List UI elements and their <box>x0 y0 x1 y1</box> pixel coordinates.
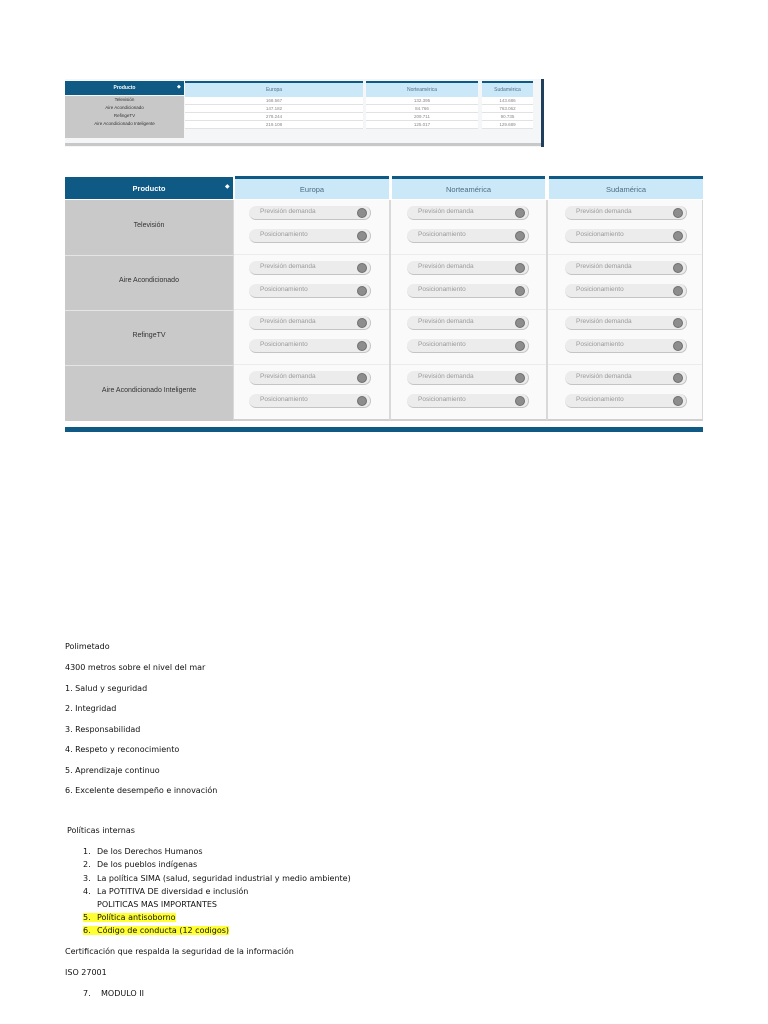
policy-number: 6. <box>83 926 91 935</box>
summary-cell: 129.689 <box>482 121 533 129</box>
group-divider <box>234 364 389 365</box>
toggle-knob-icon[interactable] <box>357 208 367 218</box>
summary-cell: 168.567 <box>185 97 363 105</box>
input-placeholder: Posicionamiento <box>418 340 466 348</box>
toggle-knob-icon[interactable] <box>515 263 525 273</box>
demand-forecast-input[interactable] <box>407 371 529 385</box>
toggle-knob-icon[interactable] <box>673 341 683 351</box>
summary-table-bottom <box>65 143 541 146</box>
toggle-knob-icon[interactable] <box>673 396 683 406</box>
toggle-knob-icon[interactable] <box>515 286 525 296</box>
summary-cell: 143.686 <box>482 97 533 105</box>
module-item <box>83 989 144 998</box>
summary-cell: 209.711 <box>366 113 478 121</box>
summary-cell: 278.244 <box>185 113 363 121</box>
input-placeholder: Posicionamiento <box>260 285 308 293</box>
group-divider <box>391 364 546 365</box>
input-placeholder: Previsión demanda <box>418 372 474 380</box>
input-placeholder: Previsión demanda <box>576 207 632 215</box>
policy-number: 5. <box>83 913 91 922</box>
input-column-europa <box>233 200 390 421</box>
summary-cell: 763.062 <box>482 105 533 113</box>
iso-standard: ISO 27001 <box>65 968 107 977</box>
toggle-knob-icon[interactable] <box>357 263 367 273</box>
toggle-knob-icon[interactable] <box>515 373 525 383</box>
input-placeholder: Posicionamiento <box>418 285 466 293</box>
summary-cell: 219.108 <box>185 121 363 129</box>
input-placeholder: Previsión demanda <box>418 262 474 270</box>
value-item: 3. Responsabilidad <box>65 725 141 734</box>
group-divider <box>234 254 389 255</box>
input-placeholder: Posicionamiento <box>260 340 308 348</box>
policy-item <box>83 887 248 896</box>
input-placeholder: Previsión demanda <box>260 372 316 380</box>
demand-forecast-input[interactable] <box>407 316 529 330</box>
input-placeholder: Posicionamiento <box>260 395 308 403</box>
policy-item-highlighted <box>83 926 229 935</box>
input-row-label: Aire Acondicionado Inteligente <box>101 387 197 394</box>
input-header-product[interactable] <box>65 177 233 199</box>
positioning-input[interactable] <box>565 229 687 243</box>
demand-forecast-input[interactable] <box>249 261 371 275</box>
toggle-knob-icon[interactable] <box>357 318 367 328</box>
input-placeholder: Posicionamiento <box>418 395 466 403</box>
value-item: 5. Aprendizaje continuo <box>65 766 160 775</box>
summary-row-label: RefingeTV <box>113 113 136 118</box>
summary-cell: 125.017 <box>366 121 478 129</box>
toggle-knob-icon[interactable] <box>357 286 367 296</box>
group-divider <box>548 254 702 255</box>
group-divider <box>234 309 389 310</box>
summary-header-sudamerica: Sudamérica <box>482 81 533 97</box>
positioning-input[interactable] <box>249 229 371 243</box>
policies-note: POLITICAS MAS IMPORTANTES <box>97 900 217 909</box>
input-placeholder: Posicionamiento <box>576 230 624 238</box>
group-divider <box>548 309 702 310</box>
policy-item <box>83 860 197 869</box>
positioning-input[interactable] <box>407 229 529 243</box>
summary-table-edge <box>541 79 544 147</box>
summary-header-product[interactable] <box>65 81 184 95</box>
input-header-sudamerica: Sudamérica <box>549 176 703 199</box>
positioning-input[interactable] <box>565 339 687 353</box>
toggle-knob-icon[interactable] <box>673 263 683 273</box>
value-item: 1. Salud y seguridad <box>65 684 148 693</box>
input-header-product-label: Producto <box>132 183 166 193</box>
demand-forecast-input[interactable] <box>249 316 371 330</box>
input-placeholder: Previsión demanda <box>260 262 316 270</box>
highlight-mark <box>83 913 176 922</box>
company-name: Polimetado <box>65 642 110 651</box>
policy-item-highlighted <box>83 913 176 922</box>
positioning-input[interactable] <box>565 284 687 298</box>
input-placeholder: Previsión demanda <box>576 262 632 270</box>
summary-cell: 132.395 <box>366 97 478 105</box>
toggle-knob-icon[interactable] <box>357 231 367 241</box>
toggle-knob-icon[interactable] <box>515 396 525 406</box>
policy-text: Política antisoborno <box>97 913 176 922</box>
group-divider <box>391 254 546 255</box>
positioning-input[interactable] <box>407 394 529 408</box>
input-column-norteamerica <box>390 200 547 421</box>
toggle-knob-icon[interactable] <box>515 318 525 328</box>
toggle-knob-icon[interactable] <box>357 396 367 406</box>
toggle-knob-icon[interactable] <box>515 208 525 218</box>
toggle-knob-icon[interactable] <box>673 231 683 241</box>
policy-text: Código de conducta (12 codigos) <box>97 926 230 935</box>
group-divider <box>391 309 546 310</box>
policy-text: La POTITIVA DE diversidad e inclusión <box>97 887 249 896</box>
toggle-knob-icon[interactable] <box>357 373 367 383</box>
toggle-knob-icon[interactable] <box>357 341 367 351</box>
summary-row-label: Aire Acondicionado Inteligente <box>94 121 155 126</box>
input-placeholder: Previsión demanda <box>260 317 316 325</box>
sort-arrow-icon[interactable]: ◆ <box>225 184 230 190</box>
toggle-knob-icon[interactable] <box>673 208 683 218</box>
input-row-label: Televisión <box>133 222 165 229</box>
demand-forecast-input[interactable] <box>565 316 687 330</box>
policy-text: La política SIMA (salud, seguridad industrial y medio ambiente) <box>97 874 351 883</box>
input-placeholder: Previsión demanda <box>418 207 474 215</box>
input-table <box>65 176 703 434</box>
value-item: 6. Excelente desempeño e innovación <box>65 786 218 795</box>
policies-heading: Políticas internas <box>67 826 135 835</box>
input-column-sudamerica <box>547 200 703 421</box>
summary-row-label: Televisión <box>114 97 135 102</box>
module-text: MODULO II <box>101 989 144 998</box>
input-header-norteamerica: Norteamérica <box>392 176 545 199</box>
demand-forecast-input[interactable] <box>407 261 529 275</box>
input-placeholder: Posicionamiento <box>576 340 624 348</box>
certification-heading: Certificación que respalda la seguridad de la información <box>65 947 294 956</box>
input-placeholder: Posicionamiento <box>576 285 624 293</box>
summary-row-label: Aire Acondicionado <box>105 105 144 110</box>
input-placeholder: Posicionamiento <box>260 230 308 238</box>
policy-text: De los Derechos Humanos <box>97 847 203 856</box>
altitude-text: 4300 metros sobre el nivel del mar <box>65 663 206 672</box>
row-divider <box>65 310 233 311</box>
input-placeholder: Previsión demanda <box>576 317 632 325</box>
input-placeholder: Posicionamiento <box>418 230 466 238</box>
input-header-europa: Europa <box>235 176 389 199</box>
demand-forecast-input[interactable] <box>407 206 529 220</box>
summary-cell: 147.182 <box>185 105 363 113</box>
input-table-bottom-bar <box>65 427 703 432</box>
input-product-column <box>65 200 233 421</box>
summary-header-europa: Europa <box>185 81 363 97</box>
input-row-label: Aire Acondicionado <box>119 277 179 284</box>
highlight-mark <box>83 926 229 935</box>
input-placeholder: Previsión demanda <box>418 317 474 325</box>
policy-item <box>83 847 203 856</box>
toggle-knob-icon[interactable] <box>673 373 683 383</box>
policy-text: De los pueblos indígenas <box>97 860 198 869</box>
row-divider <box>65 365 233 366</box>
policy-number: 4. <box>83 887 91 896</box>
module-number: 7. <box>83 989 91 998</box>
demand-forecast-input[interactable] <box>249 206 371 220</box>
value-item: 2. Integridad <box>65 704 117 713</box>
positioning-input[interactable] <box>407 339 529 353</box>
demand-forecast-input[interactable] <box>249 371 371 385</box>
summary-cell: 84.766 <box>366 105 478 113</box>
summary-table <box>65 79 547 147</box>
demand-forecast-input[interactable] <box>565 371 687 385</box>
input-row-label: RefingeTV <box>132 332 166 339</box>
sort-arrow-icon[interactable]: ◆ <box>177 84 181 90</box>
positioning-input[interactable] <box>249 339 371 353</box>
demand-forecast-input[interactable] <box>565 206 687 220</box>
summary-header-product-label: Producto <box>113 85 136 91</box>
summary-cell: 90.735 <box>482 113 533 121</box>
summary-header-norteamerica: Norteamérica <box>366 81 478 97</box>
row-divider <box>65 255 233 256</box>
toggle-knob-icon[interactable] <box>673 286 683 296</box>
policy-number: 1. <box>83 847 91 856</box>
policy-number: 2. <box>83 860 91 869</box>
input-placeholder: Previsión demanda <box>576 372 632 380</box>
positioning-input[interactable] <box>249 394 371 408</box>
positioning-input[interactable] <box>407 284 529 298</box>
input-placeholder: Posicionamiento <box>576 395 624 403</box>
group-divider <box>548 364 702 365</box>
toggle-knob-icon[interactable] <box>515 231 525 241</box>
positioning-input[interactable] <box>249 284 371 298</box>
policy-item <box>83 874 351 883</box>
toggle-knob-icon[interactable] <box>515 341 525 351</box>
value-item: 4. Respeto y reconocimiento <box>65 745 180 754</box>
policy-number: 3. <box>83 874 91 883</box>
positioning-input[interactable] <box>565 394 687 408</box>
demand-forecast-input[interactable] <box>565 261 687 275</box>
input-placeholder: Previsión demanda <box>260 207 316 215</box>
toggle-knob-icon[interactable] <box>673 318 683 328</box>
